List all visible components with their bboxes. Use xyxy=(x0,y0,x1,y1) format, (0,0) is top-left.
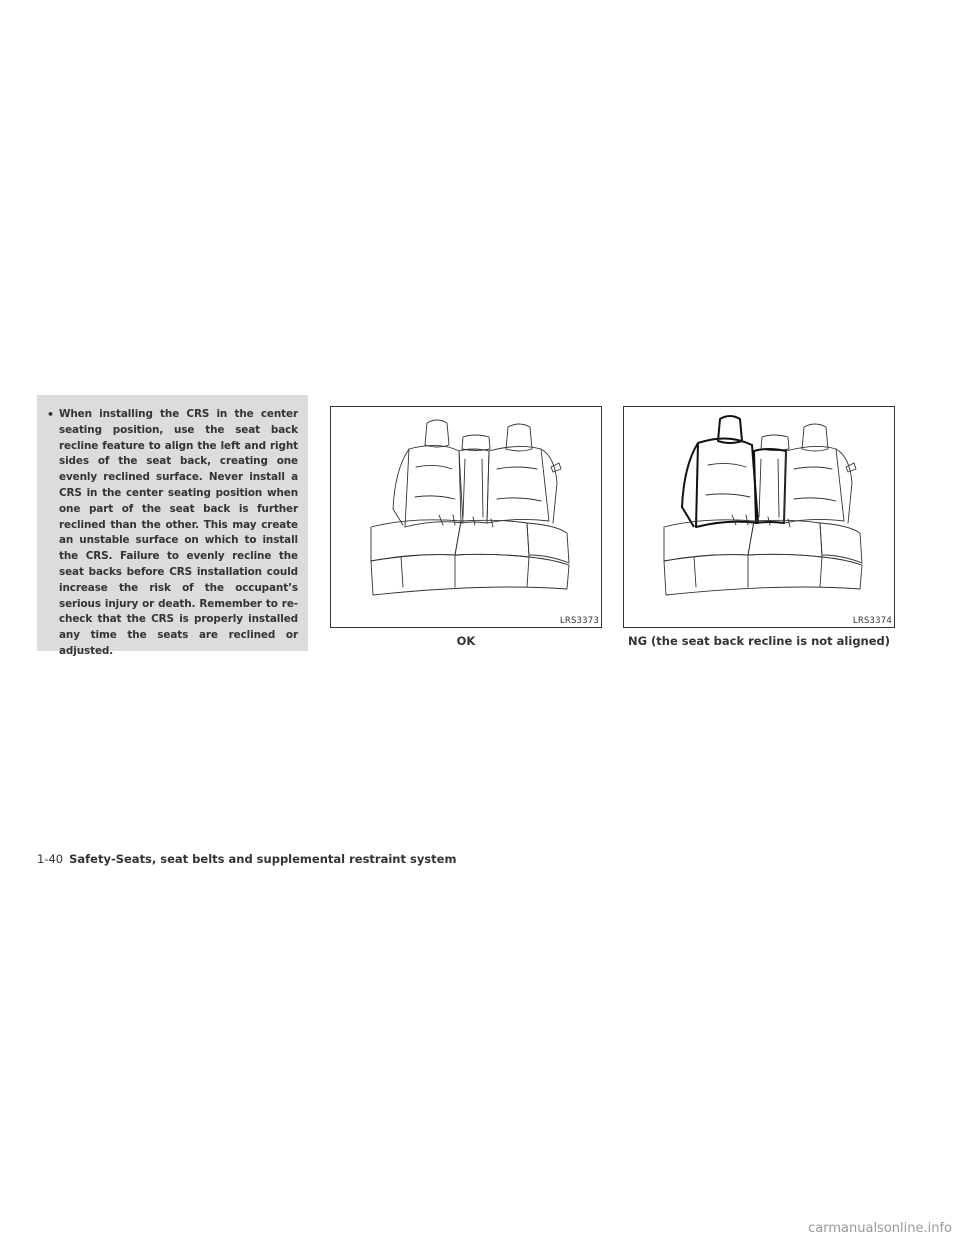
page-footer xyxy=(37,852,456,866)
rear-seat-illustration-misaligned-icon xyxy=(624,407,894,627)
rear-seat-illustration-icon xyxy=(331,407,601,627)
figure-ng xyxy=(623,406,895,628)
warning-note xyxy=(37,395,308,657)
figure-ok xyxy=(330,406,602,628)
figure-code: LRS3373 xyxy=(559,616,599,626)
note-item xyxy=(47,407,298,660)
figure-code: LRS3374 xyxy=(852,616,892,626)
figure-caption-ok: OK xyxy=(456,634,476,648)
figure-caption-ng: NG (the seat back recline is not aligned) xyxy=(627,634,891,648)
section-title: Safety-Seats, seat belts and supplemental restraint system xyxy=(69,852,457,866)
note-text: When installing the CRS in the center seating position, use the seat back recline feature to align the left and right sides of the seat back, creating one evenly reclined surface. Never install a CRS in the center seating position when one part of the seat back is further reclined than the other. This may create an unstable surface on which to install the CRS. Failure to evenly recline the seat backs before CRS installation could increase the risk of the occupant’s serious injury or death. Remember to re-check that the CRS is properly installed any time the seats are reclined or adjusted. xyxy=(59,408,298,657)
bullet: • xyxy=(47,408,55,421)
page-number: 1-40 xyxy=(37,852,64,866)
watermark: carmanualsonline.info xyxy=(808,1221,952,1236)
